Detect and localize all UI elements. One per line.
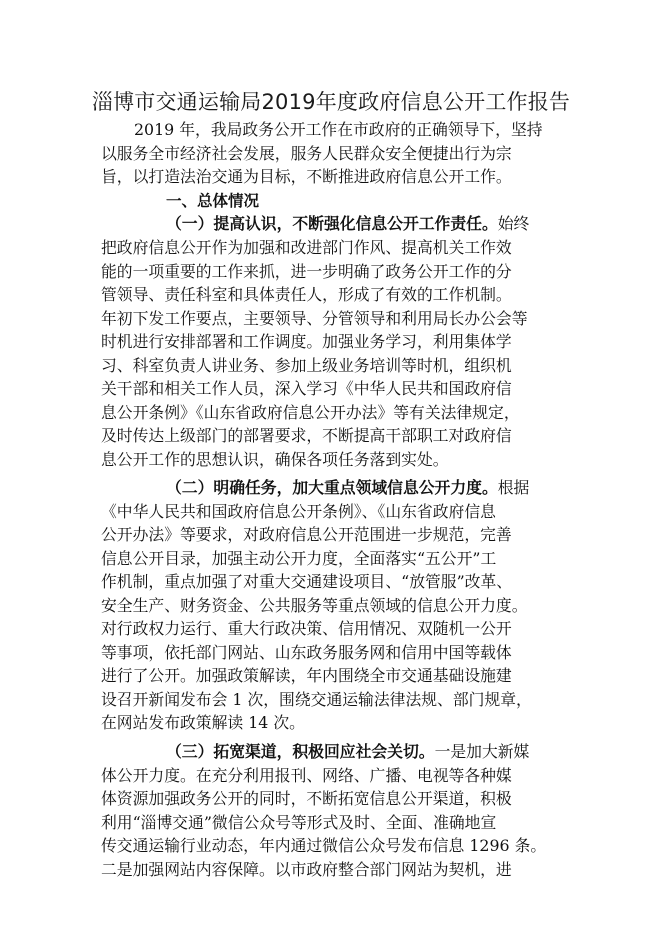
subsection-heading: （二）明确任务，加大重点领域信息公开力度。: [166, 478, 498, 497]
body-line: 习、科室负责人讲业务、参加上级业务培训等时机，组织机: [101, 356, 512, 375]
body-line: 时机进行安排部署和工作调度。加强业务学习，利用集体学: [101, 332, 512, 351]
paragraph-text: 一是加大新媒: [434, 742, 530, 761]
subsection-heading: （三）拓宽渠道，积极回应社会关切。: [166, 742, 435, 761]
body-line: 以服务全市经济社会发展，服务人民群众安全便捷出行为宗: [101, 144, 512, 163]
body-line: 二是加强网站内容保障。以市政府整合部门网站为契机，进: [101, 860, 512, 879]
paragraph-text: 根据: [497, 478, 530, 497]
body-line: 息公开工作的思想认识，确保各项任务落到实处。: [101, 450, 449, 469]
paragraph-line: [166, 213, 529, 235]
document-title: 淄博市交通运输局2019年度政府信息公开工作报告: [91, 90, 571, 114]
body-line: 息公开条例》《山东省政府信息公开办法》等有关法律规定，: [101, 403, 520, 422]
body-line: 作机制，重点加强了对重大交通建设项目、“放管服”改革、: [101, 572, 513, 591]
body-line: 2019 年，我局政务公开工作在市政府的正确领导下，坚持: [134, 120, 543, 139]
body-line: 关干部和相关工作人员，深入学习《中华人民共和国政府信: [101, 379, 512, 398]
body-line: 《中华人民共和国政府信息公开条例》、《山东省政府信息: [101, 502, 496, 521]
body-line: 能的一项重要的工作来抓，进一步明确了政务公开工作的分: [101, 262, 512, 281]
subsection-heading: （一）提高认识，不断强化信息公开工作责任。: [166, 214, 498, 233]
section-heading: 一、总体情况: [166, 192, 260, 210]
body-line: 年初下发工作要点，主要领导、分管领导和利用局长办公会等: [101, 309, 528, 328]
body-line: 及时传达上级部门的部署要求，不断提高干部职工对政府信: [101, 426, 512, 445]
body-line: 把政府信息公开作为加强和改进部门作风、提高机关工作效: [101, 238, 512, 257]
body-line: 利用“淄博交通”微信公众号等形式及时、全面、准确地宣: [101, 813, 497, 832]
body-line: 进行了公开。加强政策解读，年内围绕全市交通基础设施建: [101, 666, 512, 685]
body-line: 等事项，依托部门网站、山东政务服务网和信用中国等载体: [101, 643, 512, 662]
body-line: 对行政权力运行、重大行政决策、信用情况、双随机一公开: [101, 619, 512, 638]
body-line: 旨，以打造法治交通为目标，不断推进政府信息公开工作。: [101, 167, 512, 186]
body-line: 公开办法》等要求，对政府信息公开范围进一步规范，完善: [101, 525, 512, 544]
body-line: 信息公开目录，加强主动公开力度，全面落实“五公开”工: [101, 549, 497, 568]
body-line: 设召开新闻发布会 1 次，围绕交通运输法律法规、部门规章，: [101, 690, 532, 709]
paragraph-text: 始终: [497, 214, 530, 233]
body-line: 管领导、责任科室和具体责任人，形成了有效的工作机制。: [101, 285, 512, 304]
paragraph-line: [166, 741, 529, 763]
body-line: 体资源加强政务公开的同时，不断拓宽信息公开渠道，积极: [101, 789, 512, 808]
paragraph-line: [166, 477, 529, 499]
body-line: 安全生产、财务资金、公共服务等重点领域的信息公开力度。: [101, 596, 528, 615]
body-line: 体公开力度。在充分利用报刊、网络、广播、电视等各种媒: [101, 766, 512, 785]
body-line: 在网站发布政策解读 14 次。: [101, 713, 305, 732]
body-line: 传交通运输行业动态，年内通过微信公众号发布信息 1296 条。: [101, 836, 547, 855]
